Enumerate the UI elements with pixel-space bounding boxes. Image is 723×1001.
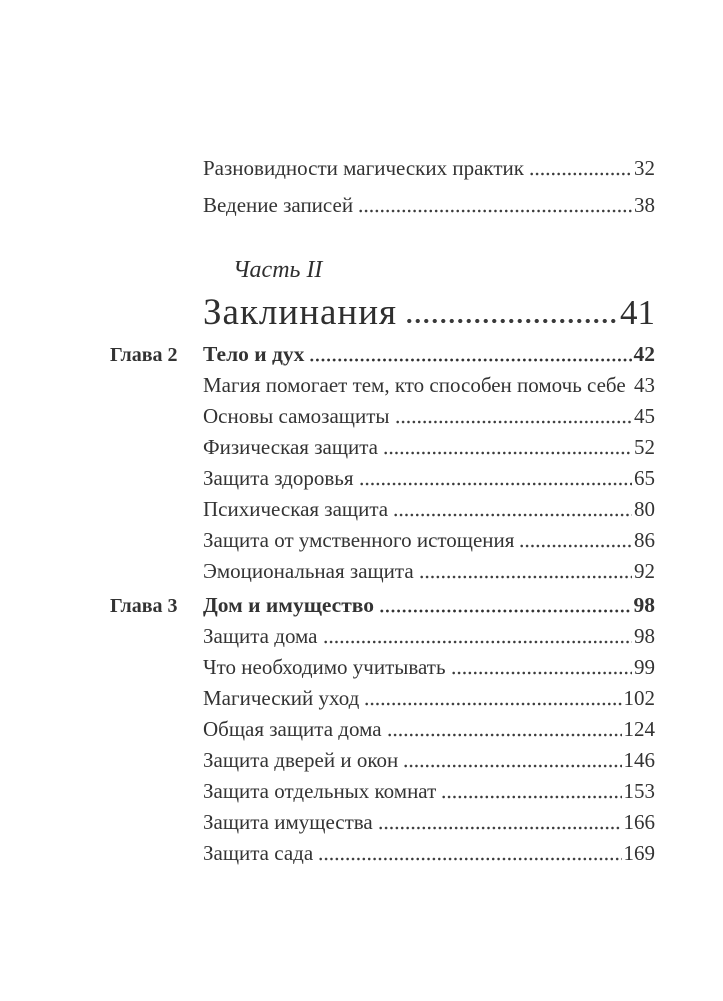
entry-page-number: 80 (634, 497, 655, 521)
entry-page-number: 169 (623, 841, 655, 865)
dot-leader (318, 838, 621, 869)
chapter-row (110, 589, 655, 621)
entry-page-number: 32 (634, 156, 655, 180)
toc-entry-row (110, 401, 655, 432)
entry-page-number: 124 (623, 717, 655, 741)
dot-leader (519, 525, 632, 556)
entry-title: Защита имущества (203, 810, 373, 834)
entry-title: Эмоциональная защита (203, 559, 414, 583)
dot-leader (631, 370, 632, 401)
entry-page-number: 166 (623, 810, 655, 834)
entry-page-number: 102 (623, 686, 655, 710)
entry-page-number: 86 (634, 528, 655, 552)
entry-title: Защита отдельных комнат (203, 779, 437, 803)
toc-entry-row (110, 714, 655, 745)
dot-leader (451, 652, 632, 683)
dot-leader (419, 556, 632, 587)
dot-leader (405, 289, 616, 336)
toc-entry-row (110, 370, 655, 401)
toc-entry-row (110, 187, 655, 224)
dot-leader (387, 714, 622, 745)
entry-page-number: 153 (623, 779, 655, 803)
dot-leader (393, 494, 632, 525)
dot-leader (309, 338, 631, 370)
toc-entry-row (110, 150, 655, 187)
entry-title: Защита сада (203, 841, 314, 865)
entry-title: Защита здоровья (203, 466, 354, 490)
entry-title: Ведение записей (203, 193, 354, 217)
entry-page-number: 92 (634, 559, 655, 583)
chapter-row (110, 338, 655, 370)
chapter-title: Тело и дух (203, 342, 305, 366)
dot-leader (378, 807, 622, 838)
part-label: Часть II (233, 257, 323, 283)
dot-leader (359, 463, 632, 494)
dot-leader (358, 187, 632, 224)
entry-page-number: 146 (623, 748, 655, 772)
entry-title: Защита от умственного истощения (203, 528, 515, 552)
chapter-page-number: 98 (633, 593, 655, 617)
entry-title: Защита дома (203, 624, 318, 648)
toc-entry-row (110, 556, 655, 587)
toc-entry-row (110, 463, 655, 494)
dot-leader (379, 589, 632, 621)
part-block (110, 251, 655, 336)
entry-title: Физическая защита (203, 435, 378, 459)
entry-title: Разновидности магических практик (203, 156, 524, 180)
chapter-label: Глава 3 (110, 595, 178, 617)
entry-page-number: 99 (634, 655, 655, 679)
entry-title: Основы самозащиты (203, 404, 390, 428)
dot-leader (403, 745, 621, 776)
entry-title: Защита дверей и окон (203, 748, 399, 772)
dot-leader (383, 432, 632, 463)
toc-entry-row (110, 494, 655, 525)
entry-page-number: 98 (634, 624, 655, 648)
toc-entry-row (110, 807, 655, 838)
toc-entry-row (110, 621, 655, 652)
entry-page-number: 52 (634, 435, 655, 459)
part-title: Заклинания (203, 292, 398, 333)
dot-leader (529, 150, 632, 187)
entry-title: Что необходимо учитывать (203, 655, 446, 679)
entry-page-number: 43 (634, 373, 655, 397)
entry-page-number: 38 (634, 193, 655, 217)
toc-entry-row (110, 683, 655, 714)
entry-title: Общая защита дома (203, 717, 382, 741)
entry-title: Магический уход (203, 686, 360, 710)
toc-entry-row (110, 745, 655, 776)
chapter-label: Глава 2 (110, 344, 178, 366)
chapter-page-number: 42 (633, 342, 655, 366)
entry-page-number: 65 (634, 466, 655, 490)
dot-leader (395, 401, 633, 432)
dot-leader (364, 683, 621, 714)
toc-entry-row (110, 652, 655, 683)
entry-title: Магия помогает тем, кто способен помочь себе (203, 373, 626, 397)
part-page-number: 41 (620, 293, 655, 332)
entry-title: Психическая защита (203, 497, 389, 521)
chapter-title: Дом и имущество (203, 593, 374, 617)
toc-entry-row (110, 432, 655, 463)
toc-entry-row (110, 776, 655, 807)
part-title-row (110, 289, 655, 336)
dot-leader (323, 621, 632, 652)
toc-entry-row (110, 838, 655, 869)
entry-page-number: 45 (634, 404, 655, 428)
toc-entry-row (110, 525, 655, 556)
dot-leader (441, 776, 621, 807)
